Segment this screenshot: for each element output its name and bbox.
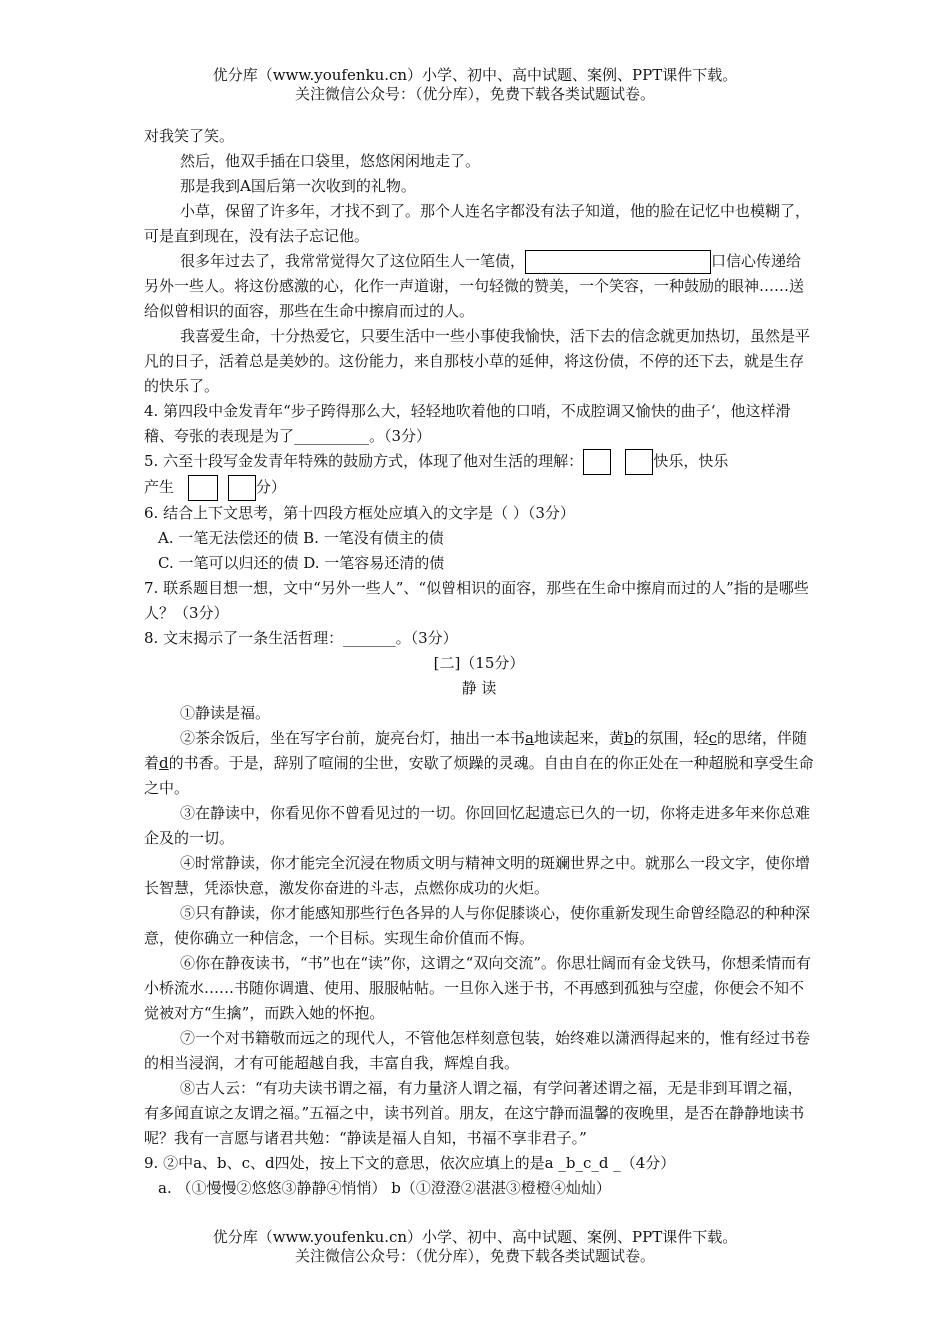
question-9-options: a. （①慢慢②悠悠③静静④悄悄） b（①澄澄②湛湛③橙橙④灿灿） <box>158 1179 611 1197</box>
article-paragraph: ⑤只有静读，你才能感知那些行色各异的人与你促膝谈心，使你重新发现生命曾经隐忍的种种深意，使你确立一种信念，一个目标。实现生命价值而不悔。 <box>144 904 811 947</box>
footer-line-1: 优分库（www.youfenku.cn）小学、初中、高中试题、案例、PPT课件下载。 <box>212 1228 738 1246</box>
article-paragraph: ①静读是福。 <box>180 704 271 722</box>
blank-d: d <box>159 754 169 772</box>
section-heading: [二]（15分） <box>433 654 525 672</box>
article-text: 的氛围，轻 <box>633 729 709 747</box>
question-9: 9. ②中a、b、c、d四处，按上下文的意思，依次应填上的是a _b_c_d _（4分） <box>144 1154 676 1172</box>
passage-paragraph: 小草，保留了许多年，才找不到了。那个人连名字都没有法子知道，他的脸在记忆中也模糊了，可是直到现在，没有法子忘记他。 <box>144 202 811 245</box>
question-6: 6. 结合上下文思考，第十四段方框处应填入的文字是（ ）（3分） <box>144 504 575 522</box>
passage-paragraph: 然后，他双手插在口袋里，悠悠闲闲地走了。 <box>180 152 481 170</box>
article-text: ②茶余饭后，坐在写字台前，旋亮台灯，抽出一本书 <box>180 729 526 747</box>
question-4: 4. 第四段中金发青年“步子跨得那么大，轻轻地吹着他的口哨，不成腔调又愉快的曲子‘，他这样滑稽、夸张的表现是为了__________。（3分） <box>144 402 791 445</box>
blank-b: b <box>623 729 634 747</box>
answer-box <box>625 449 653 475</box>
header-line-1: 优分库（www.youfenku.cn）小学、初中、高中试题、案例、PPT课件下载。 <box>212 66 738 84</box>
article-text: 的思绪，伴随着 <box>144 729 808 772</box>
document-body <box>144 124 814 1201</box>
question-text: 快乐，快乐 <box>653 452 729 470</box>
question-6-options-cd: C. 一笔可以归还的债 D. 一笔容易还清的债 <box>158 554 445 572</box>
article-text: 地读起来，黄 <box>533 729 624 747</box>
passage-text: 口信心传递给另外一些人。将这份感激的心，化作一声道谢，一句轻微的赞美，一个笑容，一种鼓励的眼神……送给似曾相识的面容，那些在生命中擦肩而过的人。 <box>144 252 805 320</box>
answer-box <box>228 475 256 501</box>
article-paragraph: ③在静读中，你看见你不曾看见过的一切。你回回忆起遗忘已久的一切，你将走进多年来你总难企及的一切。 <box>144 804 811 847</box>
header-line-2: 关注微信公众号：（优分库），免费下载各类试题试卷。 <box>294 85 655 103</box>
page-footer <box>0 1228 950 1266</box>
footer-line-2: 关注微信公众号：（优分库），免费下载各类试题试卷。 <box>294 1247 655 1265</box>
article-paragraph: ④时常静读，你才能完全沉浸在物质文明与精神文明的斑斓世界之中。就那么一段文字，使你增长智慧，凭添快意，激发你奋进的斗志，点燃你成功的火炬。 <box>144 854 811 897</box>
article-paragraph: ⑥你在静夜读书，“书”也在“读”你，这谓之“双向交流”。你思壮阔而有金戈铁马，你想柔情而有小桥流水……书随你调遣、使用、服服帖帖。一旦你入迷于书，不再感到孤独与空虚，你便会不知不觉被对方“生擒”，而跌入她的怀抱。 <box>144 954 812 1022</box>
article-paragraph: ⑧古人云：“有功夫读书谓之福，有力量济人谓之福，有学问著述谓之福，无是非到耳谓之福，有多闻直谅之友谓之福。”五福之中，读书列首。朋友，在这宁静而温馨的夜晚里，是否在静静地读书呢？我有一言愿与诸君共勉：“静读是福人自知，书福不享非君子。” <box>144 1079 805 1147</box>
passage-paragraph: 那是我到A国后第一次收到的礼物。 <box>180 177 416 195</box>
question-6-options-ab: A. 一笔无法偿还的债 B. 一笔没有债主的债 <box>158 529 444 547</box>
question-text: 产生 <box>144 478 175 496</box>
article-paragraph <box>144 726 814 801</box>
question-7: 7. 联系题目想一想，文中“另外一些人”、“似曾相识的面容，那些在生命中擦肩而过的人”指的是哪些人？（3分） <box>144 579 809 622</box>
article-paragraph: ⑦一个对书籍敬而远之的现代人，不管他怎样刻意包装，始终难以潇洒得起来的，惟有经过书卷的相当浸润，才有可能超越自我，丰富自我，辉煌自我。 <box>144 1029 811 1072</box>
article-title: 静 读 <box>461 679 497 697</box>
passage-paragraph-with-blank <box>144 249 814 324</box>
question-text: 5. 六至十段写金发青年特殊的鼓励方式，体现了他对生活的理解： <box>144 452 584 470</box>
question-8: 8. 文末揭示了一条生活哲理：_______。（3分） <box>144 629 458 647</box>
answer-box <box>188 475 218 501</box>
blank-c: c <box>708 729 718 747</box>
passage-paragraph: 我喜爱生命，十分热爱它，只要生活中一些小事使我愉快，活下去的信念就更加热切，虽然是平凡的日子，活着总是美妙的。这份能力，来自那枝小草的延伸，将这份债，不停的还下去，就是生存的快乐了。 <box>144 327 811 395</box>
answer-box <box>583 449 611 475</box>
answer-box <box>525 250 711 274</box>
question-5 <box>144 449 814 475</box>
passage-text: 很多年过去了，我常常觉得欠了这位陌生人一笔债， <box>180 252 526 270</box>
blank-a: a <box>525 729 534 747</box>
question-5-cont <box>144 475 814 501</box>
page-header <box>0 66 950 104</box>
article-text: 的书香。于是，辞别了喧闹的尘世，安歇了烦躁的灵魂。自由自在的你正处在一种超脱和享受生命之中。 <box>144 754 814 797</box>
question-text: 分） <box>255 478 286 496</box>
passage-paragraph: 对我笑了笑。 <box>144 127 235 145</box>
